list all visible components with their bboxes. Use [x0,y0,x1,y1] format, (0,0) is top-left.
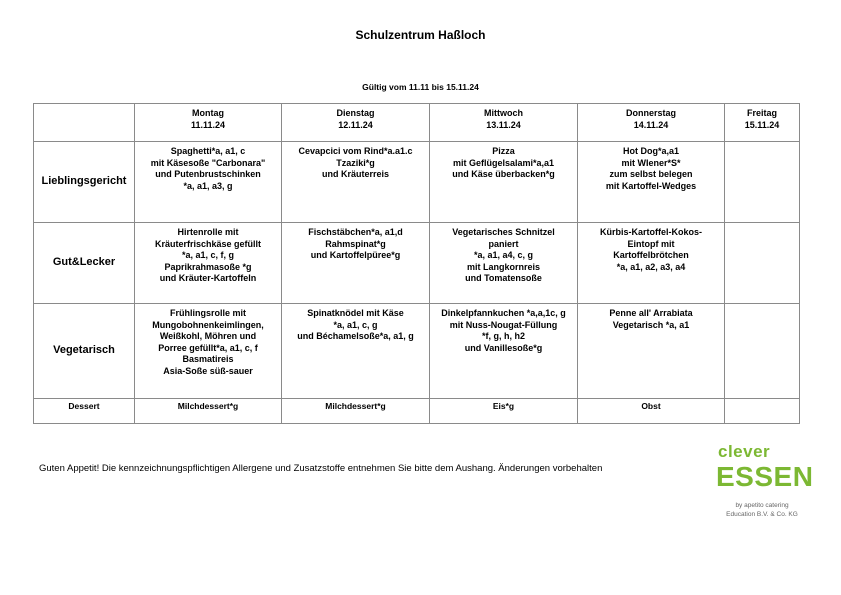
day-header-thursday: Donnerstag 14.11.24 [578,104,725,142]
menu-cell: Frühlingsrolle mit Mungobohnenkeimlingen, Weißkohl, Möhren und Porree gefüllt*a, a1, c, f Basmatireis Asia-Soße süß-sauer [135,304,282,399]
footer-note: Guten Appetit! Die kennzeichnungspflichtigen Allergene und Zusatzstoffe entnehmen Sie bitte dem Aushang. Änderungen vorbehalten [39,463,603,474]
menu-cell: Milchdessert*g [282,399,430,424]
menu-cell: Eis*g [430,399,578,424]
row-label: Dessert [34,399,135,424]
menu-table [33,103,800,424]
menu-cell [725,223,800,304]
menu-cell: Pizza mit Geflügelsalami*a,a1 und Käse überbacken*g [430,142,578,223]
row-label: Lieblingsgericht [34,142,135,223]
menu-row-vegetarisch [34,304,800,399]
menu-cell: Hot Dog*a,a1 mit WIener*S* zum selbst belegen mit Kartoffel-Wedges [578,142,725,223]
day-header-monday: Montag 11.11.24 [135,104,282,142]
menu-cell: Dinkelpfannkuchen *a,a,1c, g mit Nuss-Nougat-Füllung *f, g, h, h2 und Vanillesoße*g [430,304,578,399]
menu-row-lieblingsgericht [34,142,800,223]
menu-row-gut-lecker [34,223,800,304]
day-header-tuesday: Dienstag 12.11.24 [282,104,430,142]
menu-cell: Kürbis-Kartoffel-Kokos- Eintopf mit Kartoffelbrötchen *a, a1, a2, a3, a4 [578,223,725,304]
corner-cell [34,104,135,142]
header-row [34,104,800,142]
clever-essen-logo [712,440,812,530]
menu-cell: Spaghetti*a, a1, c mit Käsesoße "Carbonara" und Putenbrustschinken *a, a1, a3, g [135,142,282,223]
row-label: Vegetarisch [34,304,135,399]
page-title: Schulzentrum Haßloch [355,28,486,42]
menu-cell: Obst [578,399,725,424]
menu-cell: Fischstäbchen*a, a1,d Rahmspinat*g und Kartoffelpüree*g [282,223,430,304]
menu-cell [725,399,800,424]
menu-row-dessert [34,399,800,424]
menu-cell [725,142,800,223]
menu-cell: Cevapcici vom Rind*a.a1.c Tzaziki*g und Kräuterreis [282,142,430,223]
menu-cell: Milchdessert*g [135,399,282,424]
validity-period: Gültig vom 11.11 bis 15.11.24 [362,82,479,92]
logo-top-text: clever [718,442,771,461]
row-label: Gut&Lecker [34,223,135,304]
logo-subtitle: by apetito catering Education B.V. & Co. KG [726,502,798,518]
day-header-wednesday: Mittwoch 13.11.24 [430,104,578,142]
day-header-friday: Freitag 15.11.24 [725,104,800,142]
menu-cell: Hirtenrolle mit Kräuterfrischkäse gefüllt *a, a1, c, f, g Paprikrahmasoße *g und Kräuter-Kartoffeln [135,223,282,304]
menu-cell: Vegetarisches Schnitzel paniert *a, a1, a4, c, g mit Langkornreis und Tomatensoße [430,223,578,304]
menu-cell [725,304,800,399]
logo-main-text: ESSEN [716,461,814,492]
menu-cell: Penne all' Arrabiata Vegetarisch *a, a1 [578,304,725,399]
menu-cell: Spinatknödel mit Käse *a, a1, c, g und Béchamelsoße*a, a1, g [282,304,430,399]
